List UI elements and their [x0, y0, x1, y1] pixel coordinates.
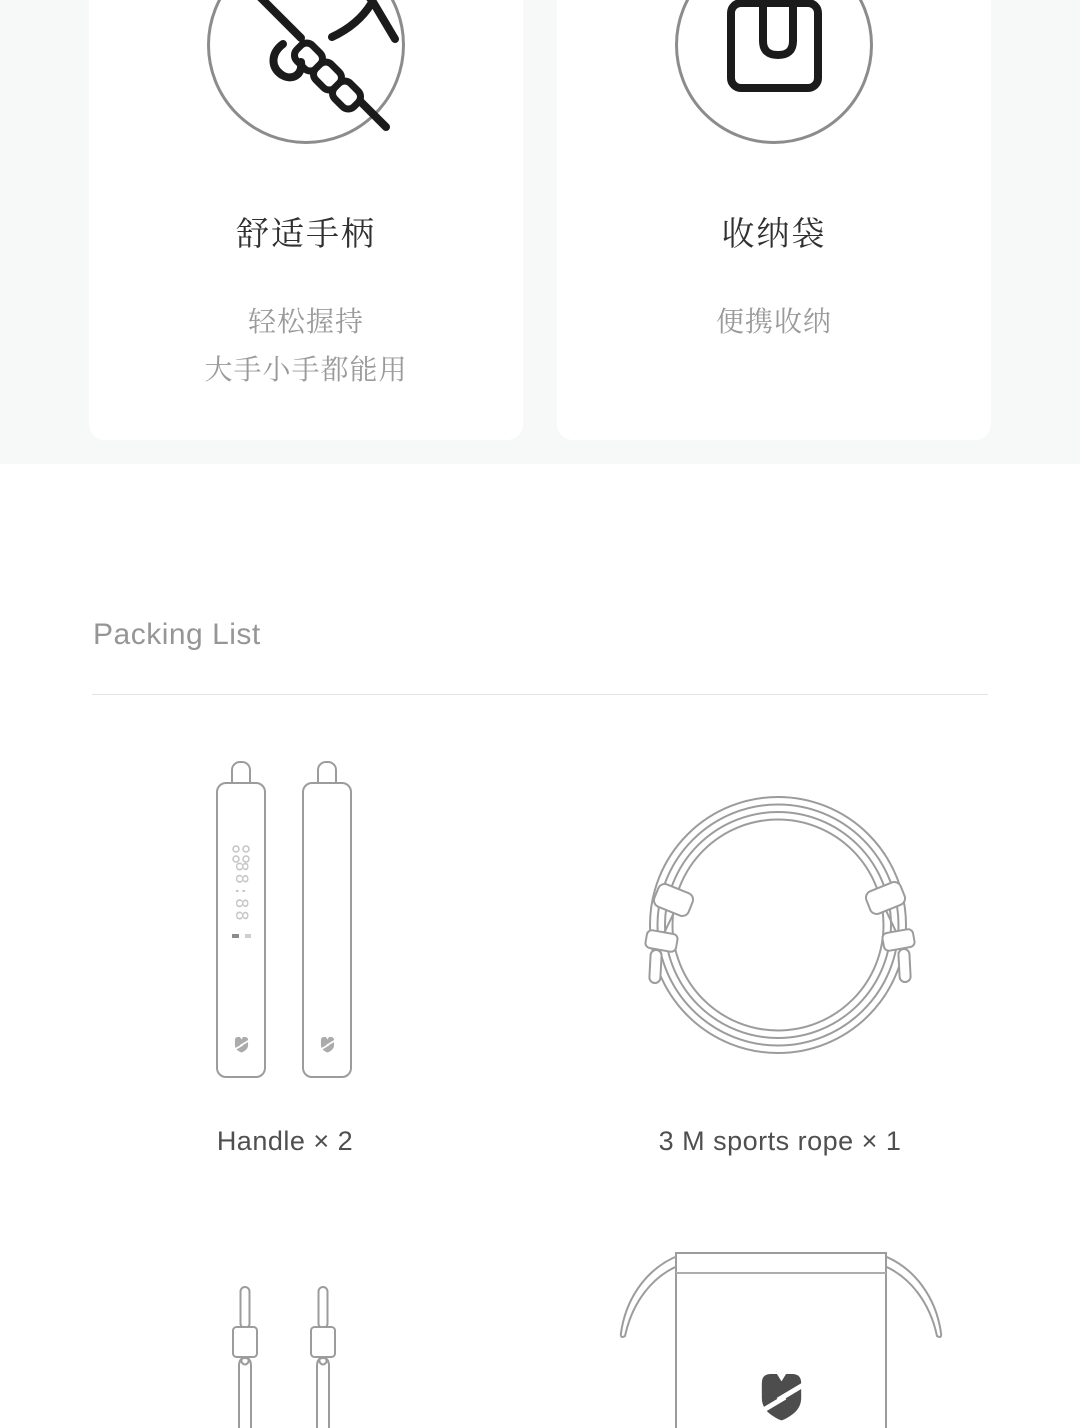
- feature-subtitle-line: 大手小手都能用: [204, 354, 408, 385]
- short-cords-illustration: [230, 1285, 340, 1428]
- hand-grip-icon: [210, 0, 402, 141]
- feature-title: 舒适手柄: [236, 215, 376, 252]
- feature-subtitle: [557, 298, 991, 346]
- feature-subtitle-line: 便携收纳: [715, 306, 832, 337]
- cord: [233, 1287, 257, 1428]
- feature-title: 收纳袋: [721, 215, 827, 252]
- features-section: [0, 0, 1080, 464]
- feature-subtitle-line: 轻松握持: [247, 306, 364, 337]
- handle-with-display: [217, 762, 265, 1077]
- handle-plain: [303, 762, 351, 1077]
- section-divider: [92, 694, 988, 695]
- handles-illustration: [205, 750, 365, 1085]
- feature-card-comfort-handle: [89, 0, 523, 440]
- storage-bag-illustration: [610, 1245, 955, 1428]
- feature-card-storage-bag: [557, 0, 991, 440]
- drawstring-left: [621, 1255, 680, 1337]
- feature-subtitle: [89, 298, 523, 394]
- rope-end-right: [864, 880, 915, 982]
- packing-list-heading: Packing List: [93, 618, 261, 651]
- display-digits: 88:88: [231, 861, 251, 923]
- rope-illustration: [630, 780, 930, 1072]
- cord: [311, 1287, 335, 1428]
- feature-icon-circle: [207, 0, 405, 144]
- packing-item-label: 3 M sports rope × 1: [658, 1126, 902, 1156]
- packing-item-label: Handle × 2: [216, 1126, 354, 1156]
- shopping-bag-icon: [678, 0, 870, 141]
- drawstring-right: [882, 1255, 941, 1337]
- feature-icon-circle: [675, 0, 873, 144]
